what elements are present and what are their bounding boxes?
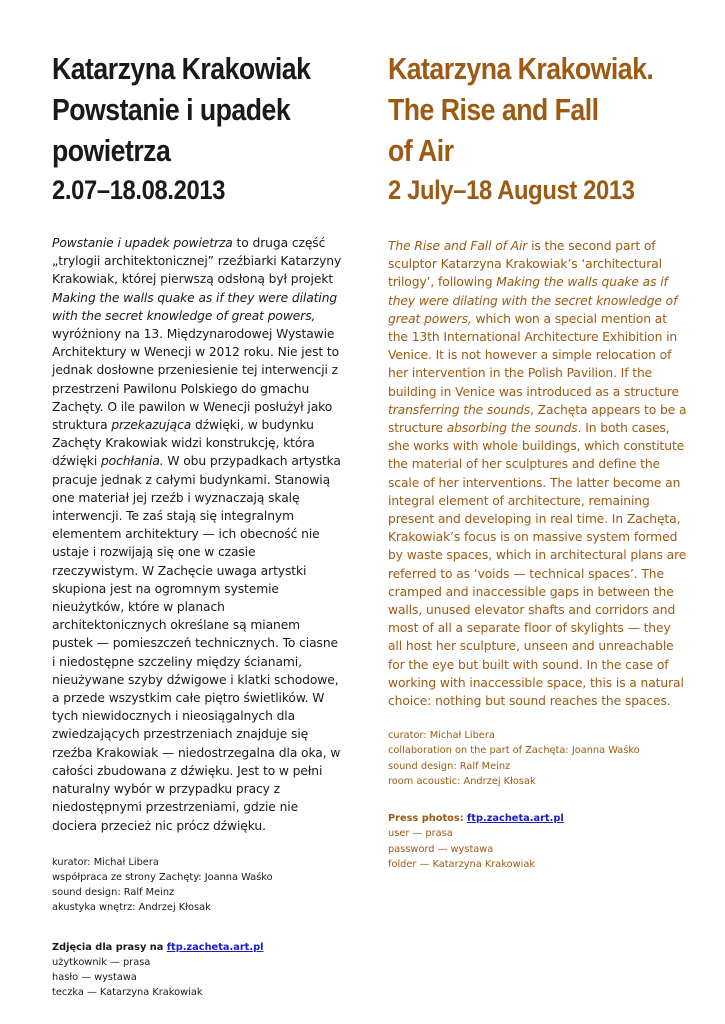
english-body-title: The Rise and Fall of Air [388, 239, 528, 253]
polish-credit-curator: kurator: Michał Libera [52, 856, 159, 868]
polish-credits [52, 855, 342, 916]
english-body-s6: , Zachęta appears to be a structure [388, 402, 687, 436]
polish-credit-sound: sound design: Ralf Meinz [52, 887, 175, 899]
english-body-project: Making the walls quake as if they were dilating with the secret knowledge of great powers, [388, 275, 678, 326]
polish-title-line2: Powstanie i upadek [52, 92, 291, 127]
polish-title-line3: powietrza [52, 133, 171, 168]
polish-press-folder: teczka — Katarzyna Krakowiak [52, 987, 203, 999]
english-title-line1: Katarzyna Krakowiak. [388, 51, 654, 86]
english-credits [388, 728, 688, 789]
english-title-line2: The Rise and Fall [388, 92, 599, 127]
polish-press-password: hasło — wystawa [52, 971, 137, 983]
polish-press [52, 940, 342, 1001]
english-body-em2: absorbing the sounds [446, 421, 578, 436]
polish-title-line1: Katarzyna Krakowiak [52, 51, 311, 86]
polish-press-user: użytkownik — prasa [52, 956, 151, 968]
polish-press-label: Zdjęcia dla prasy na [52, 941, 167, 953]
polish-body-s8: W obu przypadkach artystka pracuje jednak z całymi budynkami. Stanowią one materiał jej rzeźb i wyznaczają skalę interwencji. Te zaś stają się integralnym elementem architektury — ich obecność nie ustaje i rozwijają się one w czasie rzeczywistym. W Zachęcie uwaga artystki skupiona jest na ogromnym systemie nieużytków, które w planach architektonicznych określane są mianem pustek — pomieszczeń technicznych. To ciasne i niedostępne szczeliny między ścianami, nieużywane szyby dźwigowe i klatki schodowe, a przede wszystkim całe piętro świetlików. W tych niewidocznych i nieosiągalnych dla zwiedzających przestrzeniach znajduje się rzeźba Krakowiak — niedostrzegalna dla oka, w całości zbudowana z dźwięku. Jest to w pełni naturalny wybór w przypadku pracy z niedostępnymi przestrzeniami, gdzie nie dociera przecież nic prócz dźwięku. [52, 454, 341, 833]
polish-body-s2: to druga część „trylogii architektonicznej” rzeźbiarki Katarzyny Krakowiak, której pierwszą odsłoną był projekt [52, 236, 342, 287]
polish-body-s6: dźwięki, w budynku Zachęty Krakowiak widzi konstrukcję, która dźwięki [52, 418, 315, 469]
polish-credit-acoustic: akustyka wnętrz: Andrzej Kłosak [52, 902, 211, 914]
polish-column [52, 48, 342, 1000]
english-column [388, 48, 688, 872]
english-press-user: user — prasa [388, 828, 453, 840]
english-press-folder: folder — Katarzyna Krakowiak [388, 858, 536, 870]
english-credit-sound: sound design: Ralf Meinz [388, 760, 511, 772]
english-body-em1: transferring the sounds [388, 402, 531, 417]
english-body [388, 237, 688, 710]
polish-body-s4: wyróżniony na 13. Międzynarodowej Wystawie Architektury w Wenecji w 2012 roku. Nie jest to jednak dosłowne przeniesienie tej interwencji z przestrzeni Pawilonu Polskiego do gmachu Zachęty. O ile pawilon w Wenecji posłużył jako struktura [52, 327, 340, 433]
english-press-label: Press photos: [388, 813, 468, 825]
polish-title [52, 48, 362, 171]
english-title-line3: of Air [388, 133, 454, 168]
english-credit-collaboration: collaboration on the part of Zachęta: Joanna Waśko [388, 745, 640, 757]
english-credit-curator: curator: Michał Libera [388, 730, 495, 742]
english-press [388, 811, 688, 872]
english-press-password: password — wystawa [388, 843, 494, 855]
polish-credit-collaboration: współpraca ze strony Zachęty: Joanna Waśko [52, 871, 273, 883]
english-credit-acoustic: room acoustic: Andrzej Kłosak [388, 775, 536, 787]
polish-body-em1: przekazująca [111, 418, 192, 433]
english-body-s2: is the second part of sculptor Katarzyna Krakowiak’s ‘architectural trilogy’, following [388, 239, 662, 290]
english-dates: 2 July–18 August 2013 [388, 175, 635, 205]
polish-body [52, 234, 342, 835]
english-body-s8: . In both cases, she works with whole buildings, which constitute the material of her sculptures and define the scale of her interventions. The latter become an integral element of architecture, remaining present and developing in real time. In Zachęta, Krakowiak’s focus is on massive system formed by waste spaces, which in architectural plans are referred to as ‘voids — technical spaces’. The cramped and inaccessible gaps in between the walls, unused elevator shafts and corridors and most of all a separate floor of skylights — they all host her sculpture, unseen and unreachable for the eye but built with sound. In the case of working with inaccessible space, this is a natural choice: nothing but sound reaches the spaces. [388, 421, 687, 709]
polish-body-project: Making the walls quake as if they were dilating with the secret knowledge of great powers, [52, 290, 338, 323]
english-press-link[interactable]: ftp.zacheta.art.pl [467, 813, 564, 825]
polish-press-link[interactable]: ftp.zacheta.art.pl [166, 941, 264, 953]
polish-body-title: Powstanie i upadek powietrza [52, 236, 233, 250]
english-body-s4: which won a special mention at the 13th International Architecture Exhibition in Venice. It is not however a simple relocation of her intervention in the Polish Pavilion. If the building in Venice was introduced as a structure [388, 311, 679, 399]
polish-dates: 2.07–18.08.2013 [52, 175, 226, 205]
english-title [388, 48, 698, 171]
polish-body-em2: pochłania. [100, 454, 164, 469]
